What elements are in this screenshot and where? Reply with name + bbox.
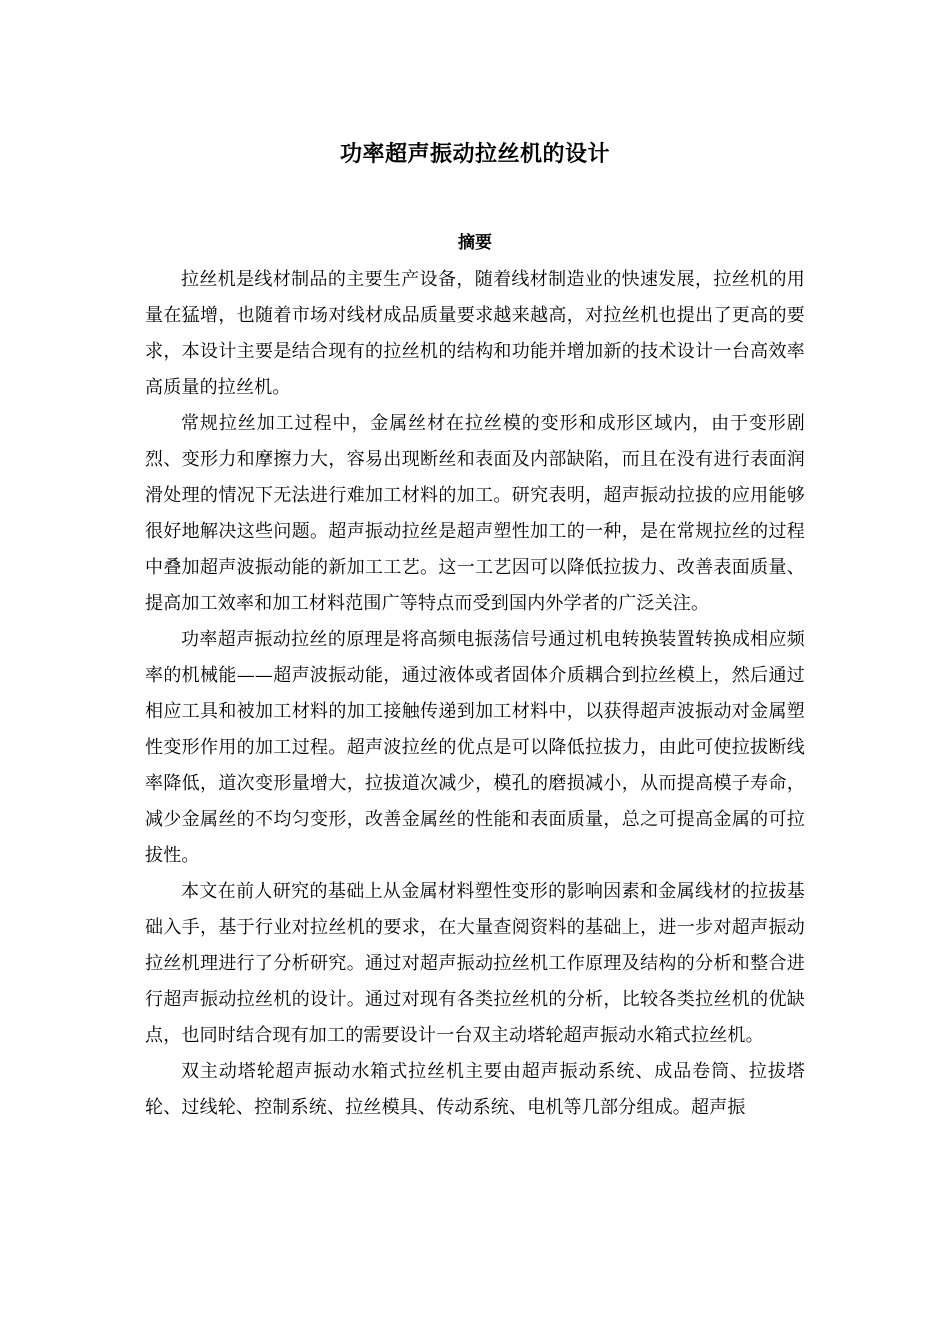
abstract-heading: 摘要	[458, 233, 492, 253]
paragraph-5: 双主动塔轮超声振动水箱式拉丝机主要由超声振动系统、成品卷筒、拉拔塔轮、过线轮、控制系统、拉丝模具、传动系统、电机等几部分组成。超声振	[145, 1061, 805, 1118]
abstract-body	[145, 262, 805, 1126]
paragraph-1: 拉丝机是线材制品的主要生产设备，随着线材制造业的快速发展，拉丝机的用量在猛增，也随着市场对线材成品质量要求越来越高，对拉丝机也提出了更高的要求，本设计主要是结合现有的拉丝机的结构和功能并增加新的技术设计一台高效率高质量的拉丝机。	[145, 269, 805, 398]
paragraph-4: 本文在前人研究的基础上从金属材料塑性变形的影响因素和金属线材的拉拔基础入手，基于行业对拉丝机的要求，在大量查阅资料的基础上，进一步对超声振动拉丝机理进行了分析研究。通过对超声振动拉丝机工作原理及结构的分析和整合进行超声振动拉丝机的设计。通过对现有各类拉丝机的分析，比较各类拉丝机的优缺点，也同时结合现有加工的需要设计一台双主动塔轮超声振动水箱式拉丝机。	[145, 881, 805, 1046]
paragraph-2: 常规拉丝加工过程中，金属丝材在拉丝模的变形和成形区域内，由于变形剧烈、变形力和摩擦力大，容易出现断丝和表面及内部缺陷，而且在没有进行表面润滑处理的情况下无法进行难加工材料的加工。研究表明，超声振动拉拔的应用能够很好地解决这些问题。超声振动拉丝是超声塑性加工的一种，是在常规拉丝的过程中叠加超声波振动能的新加工工艺。这一工艺因可以降低拉拔力、改善表面质量、提高加工效率和加工材料范围广等特点而受到国内外学者的广泛关注。	[145, 413, 805, 614]
document-title: 功率超声振动拉丝机的设计	[339, 142, 610, 167]
paragraph-3: 功率超声振动拉丝的原理是将高频电振荡信号通过机电转换装置转换成相应频率的机械能——超声波振动能，通过液体或者固体介质耦合到拉丝模上，然后通过相应工具和被加工材料的加工接触传递到加工材料中，以获得超声波振动对金属塑性变形作用的加工过程。超声波拉丝的优点是可以降低拉拔力，由此可使拉拔断线率降低，道次变形量增大，拉拔道次减少，模孔的磨损减小，从而提高模子寿命，减少金属丝的不均匀变形，改善金属丝的性能和表面质量，总之可提高金属的可拉拔性。	[145, 629, 805, 866]
